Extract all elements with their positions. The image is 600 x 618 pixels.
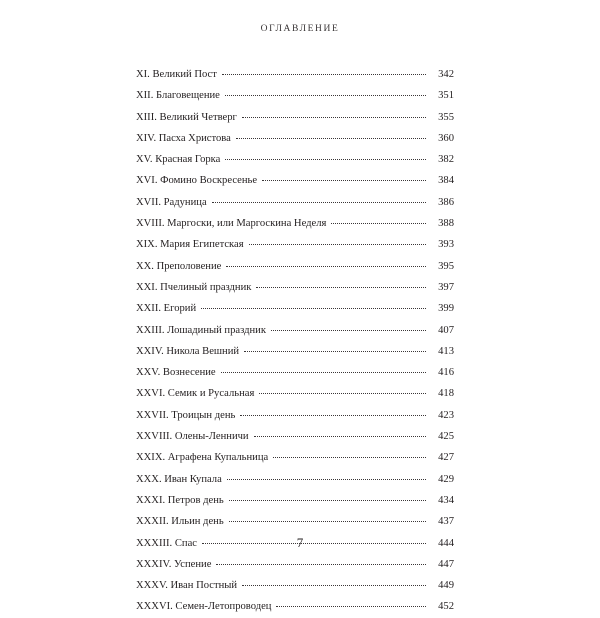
toc-entry-title: XXV. Вознесение: [136, 367, 216, 379]
toc-entry-title: XXXIV. Успение: [136, 558, 212, 570]
toc-entry-page: 355: [438, 111, 454, 123]
toc-entry-leader-dots: [225, 95, 426, 96]
toc-entry-page: 425: [438, 431, 454, 443]
toc-entry-title: XXXVI. Семен-Летопроводец: [136, 601, 272, 613]
toc-entry-leader-dots: [229, 521, 426, 522]
toc-entry-title: XI. Великий Пост: [136, 69, 217, 80]
toc-entry-title: XVIII. Маргоски, или Маргоскина Неделя: [136, 218, 327, 230]
toc-entry-page: 427: [438, 452, 454, 464]
toc-entry-title: XVI. Фомино Воскресенье: [136, 175, 258, 187]
toc-entry-page: 386: [438, 196, 454, 208]
toc-entry-page: 429: [438, 473, 454, 485]
toc-entry: [136, 256, 454, 277]
toc-entry-leader-dots: [212, 202, 426, 203]
toc-entry-page: 434: [438, 494, 454, 506]
toc-entry-leader-dots: [271, 330, 426, 331]
toc-entry: [136, 405, 454, 426]
toc-entry: [136, 277, 454, 298]
toc-entry-leader-dots: [227, 479, 426, 480]
toc-entry-leader-dots: [249, 244, 426, 245]
toc-entry-title: XXII. Егорий: [136, 303, 197, 315]
toc-entry-page: 384: [438, 175, 454, 187]
toc-entry: [136, 170, 454, 191]
toc-entry-title: XXXV. Иван Постный: [136, 580, 238, 592]
toc-entry-page: 399: [438, 303, 454, 315]
toc-entry-page: 423: [438, 409, 454, 421]
toc-entry: [136, 554, 454, 575]
toc-entry-title: XVII. Радуница: [136, 196, 207, 208]
toc-entry-title: XXI. Пчелиный праздник: [136, 281, 252, 293]
toc-entry-leader-dots: [276, 606, 426, 607]
toc-entry-page: 393: [438, 239, 454, 251]
toc-entry-title: XXVII. Троицын день: [136, 409, 236, 421]
toc-entry-leader-dots: [222, 74, 426, 75]
toc-entry-title: XXXI. Петров день: [136, 494, 224, 506]
toc-entry: [136, 362, 454, 383]
toc-entry-title: XXIX. Аграфена Купальница: [136, 452, 269, 464]
toc-entry-leader-dots: [242, 117, 426, 118]
toc-entry: [136, 85, 454, 106]
toc-entry-leader-dots: [216, 564, 426, 565]
toc-entry-leader-dots: [256, 287, 426, 288]
toc-entry-title: XXXIII. Спас: [136, 537, 197, 549]
toc-entry-page: 407: [438, 324, 454, 336]
toc-entry: [136, 298, 454, 319]
toc-entry: [136, 107, 454, 128]
toc-entry: [136, 596, 454, 617]
toc-entry-page: 452: [438, 601, 454, 613]
toc-entry-title: XXX. Иван Купала: [136, 473, 222, 485]
toc-entry-leader-dots: [226, 266, 426, 267]
toc-entry-page: 437: [438, 516, 454, 528]
toc-entry-leader-dots: [259, 393, 426, 394]
toc-entry-leader-dots: [262, 180, 426, 181]
toc-entry-title: XIII. Великий Четверг: [136, 111, 237, 123]
toc-entry-title: XXIV. Никола Вешний: [136, 345, 240, 357]
toc-entry: [136, 341, 454, 362]
toc-entry-title: XXIII. Лошадиный праздник: [136, 324, 266, 336]
toc-entry-title: XX. Преполовение: [136, 260, 222, 272]
toc-entry: [136, 128, 454, 149]
toc-entry-page: 416: [438, 367, 454, 379]
toc-entry-leader-dots: [273, 457, 426, 458]
toc-entry: [136, 469, 454, 490]
toc-entry: [136, 64, 454, 85]
toc-entry-page: 397: [438, 281, 454, 293]
toc-entry: [136, 149, 454, 170]
toc-entry-page: 342: [438, 69, 454, 80]
toc-entry-leader-dots: [201, 308, 426, 309]
toc-entry-title: XXVIII. Олены-Ленничи: [136, 431, 249, 443]
toc-entry-leader-dots: [229, 500, 426, 501]
toc-entry-leader-dots: [236, 138, 426, 139]
toc-entry: [136, 426, 454, 447]
toc-entry-page: 449: [438, 580, 454, 592]
toc-entry: [136, 213, 454, 234]
toc-entry-page: 388: [438, 218, 454, 230]
toc-entry-page: 351: [438, 90, 454, 102]
toc-entry-leader-dots: [254, 436, 426, 437]
toc-entry-page: 360: [438, 132, 454, 144]
toc-entry: [136, 192, 454, 213]
toc-entry-title: XIX. Мария Египетская: [136, 239, 244, 251]
page-header-title: ОГЛАВЛЕНИЕ: [260, 24, 340, 34]
toc-entry-title: XXXII. Ильин день: [136, 516, 224, 528]
toc-entry-title: XII. Благовещение: [136, 90, 220, 102]
toc-entry: [136, 511, 454, 532]
toc-entry-page: 382: [438, 154, 454, 166]
toc-entry-page: 447: [438, 558, 454, 570]
toc-entry-leader-dots: [331, 223, 426, 224]
toc-entry: [136, 320, 454, 341]
toc-entry: [136, 447, 454, 468]
toc-entry-title: XV. Красная Горка: [136, 154, 221, 166]
toc-entry-title: XXVI. Семик и Русальная: [136, 388, 255, 400]
toc-entry: [136, 234, 454, 255]
toc-entry-leader-dots: [240, 415, 426, 416]
page-number: 7: [296, 535, 304, 550]
toc-entry-leader-dots: [225, 159, 426, 160]
toc-entry-leader-dots: [244, 351, 426, 352]
toc-entry: [136, 490, 454, 511]
toc-entry-title: XIV. Пасха Христова: [136, 132, 231, 144]
toc-entry-page: 418: [438, 388, 454, 400]
toc-entry-leader-dots: [221, 372, 426, 373]
toc-entry-leader-dots: [242, 585, 426, 586]
toc-entry-page: 444: [438, 537, 454, 549]
toc-entry: [136, 383, 454, 404]
toc-entry-page: 395: [438, 260, 454, 272]
toc-entry: [136, 575, 454, 596]
toc-entry-page: 413: [438, 345, 454, 357]
